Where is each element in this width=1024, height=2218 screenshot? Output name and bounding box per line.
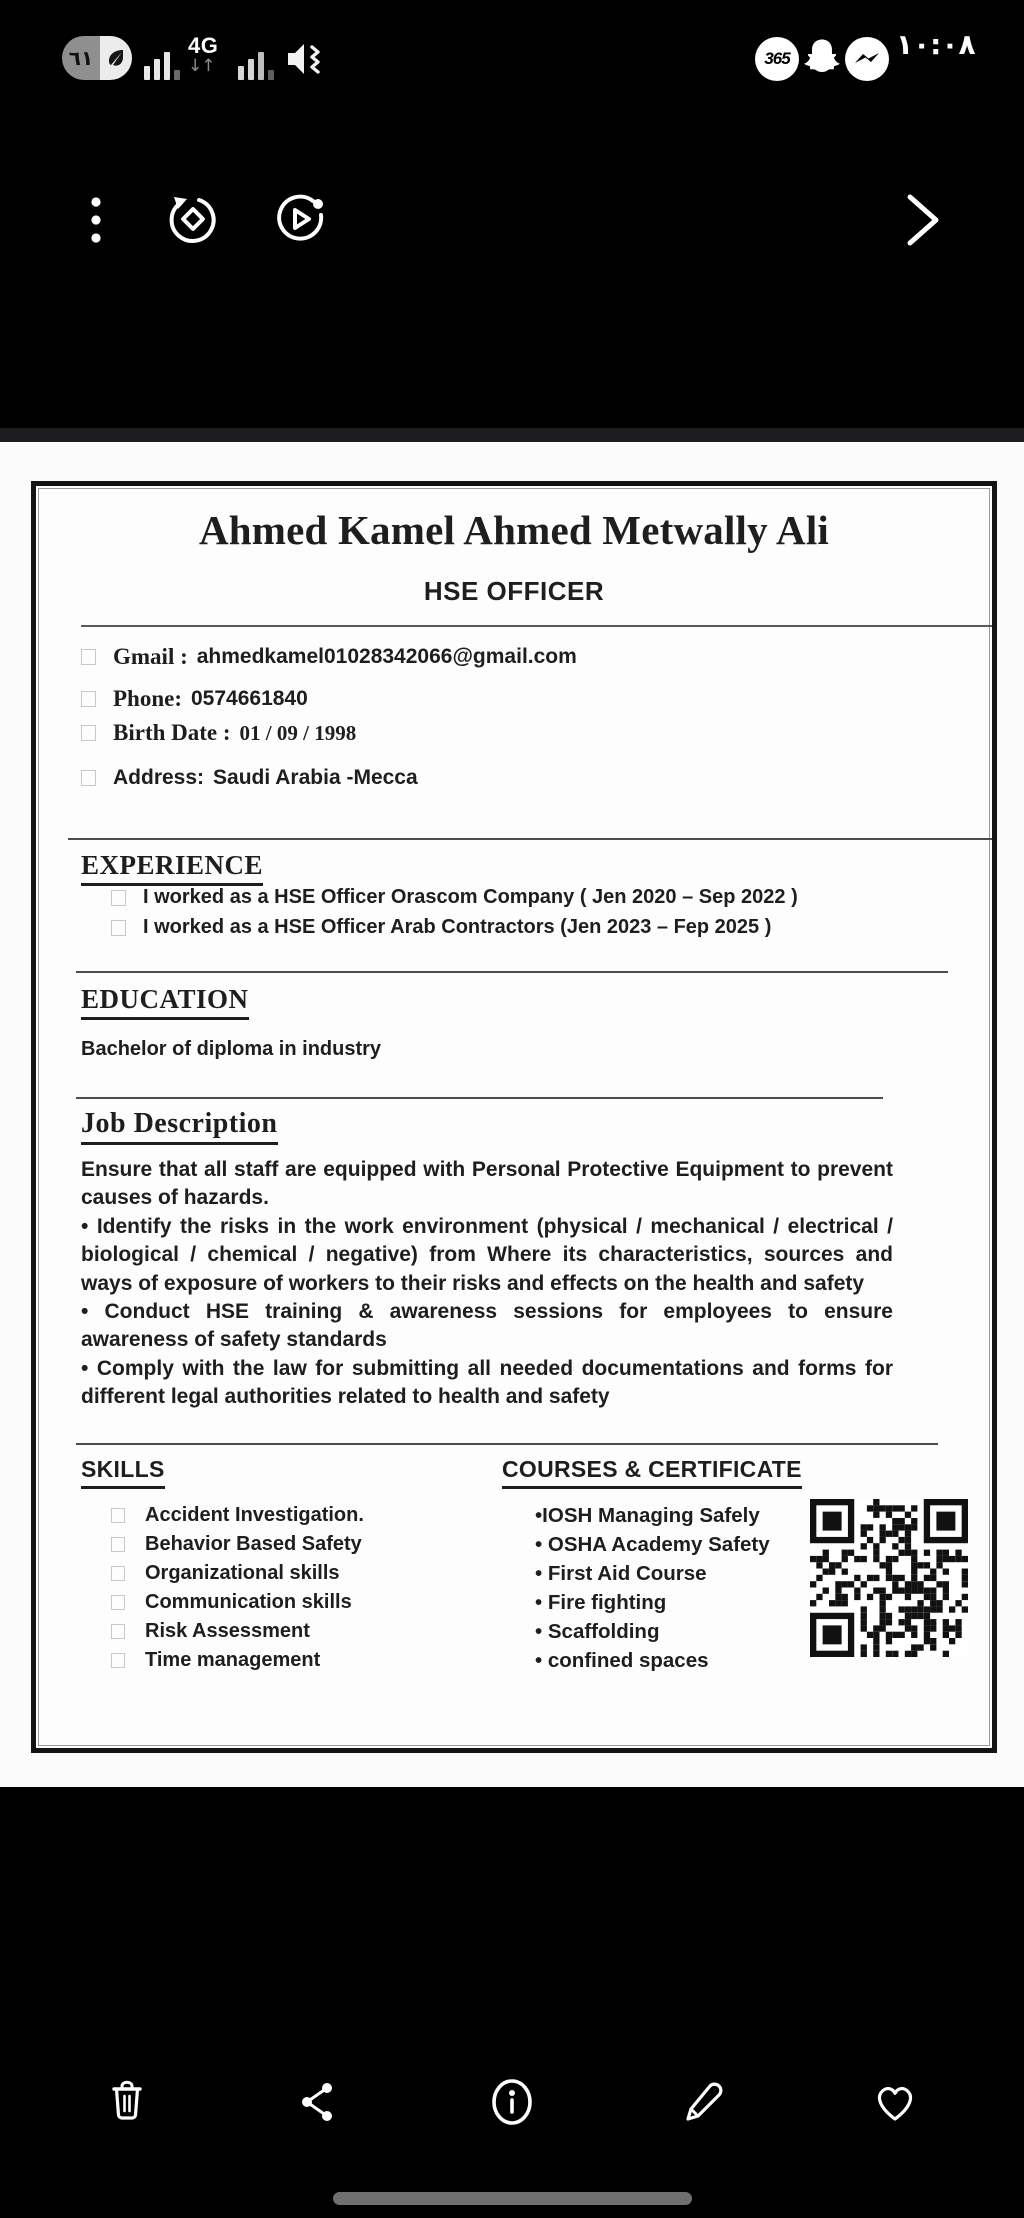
skill-item: Organizational skills xyxy=(111,1562,340,1585)
pencil-icon[interactable] xyxy=(679,2078,727,2126)
skills-section-heading: SKILLS xyxy=(81,1456,165,1489)
job-description-paragraph: • Identify the risks in the work environment (physical / mechanical / electrical / biological / chemical / negative) from Where its characteristics, sources and ways of exposure of workers to their risks and effects on the health and safety xyxy=(81,1214,893,1295)
contact-row xyxy=(81,686,308,712)
home-indicator[interactable] xyxy=(333,2192,692,2205)
contact-label: Gmail : xyxy=(113,644,188,669)
divider xyxy=(76,1097,883,1099)
job-description-body xyxy=(81,1156,893,1412)
status-clock: ١٠:٠٨ xyxy=(896,28,976,61)
contact-label: Phone: xyxy=(113,686,182,711)
page-top-divider xyxy=(0,428,1024,442)
contact-label: Address: xyxy=(113,766,205,789)
mute-vibrate-icon xyxy=(282,38,328,80)
course-item: • confined spaces xyxy=(535,1649,709,1672)
contact-value: ahmedkamel01028342066@gmail.com xyxy=(196,645,577,668)
signal-bars-icon xyxy=(238,40,274,80)
divider xyxy=(76,1443,938,1445)
battery-indicator xyxy=(62,36,132,80)
divider xyxy=(68,838,992,840)
kebab-menu-icon[interactable] xyxy=(82,195,110,245)
battery-saver-half xyxy=(100,36,132,80)
bullet-square-icon xyxy=(111,1595,125,1610)
bullet-square-icon xyxy=(111,1508,125,1523)
course-item: •IOSH Managing Safely xyxy=(535,1504,760,1527)
rotate-play-icon[interactable] xyxy=(272,191,328,247)
bullet-square-icon xyxy=(81,649,96,665)
battery-percent: ٦١ xyxy=(62,36,100,80)
courses-section-heading: COURSES & CERTIFICATE xyxy=(502,1456,802,1489)
job-description-paragraph: • Conduct HSE training & awareness sessions for employees to ensure awareness of safety standards xyxy=(81,1300,893,1352)
bullet-square-icon xyxy=(111,1624,125,1639)
data-arrows-icon: ↓↑ xyxy=(188,56,215,76)
contact-value: Saudi Arabia -Mecca xyxy=(213,766,418,789)
bullet-square-icon xyxy=(81,725,96,741)
rotate-diamond-icon[interactable] xyxy=(165,191,221,247)
status-bar xyxy=(0,0,1024,100)
skill-item: Behavior Based Safety xyxy=(111,1533,362,1556)
bullet-square-icon xyxy=(111,1653,125,1668)
bullet-square-icon xyxy=(81,691,96,707)
contact-value: 0574661840 xyxy=(191,687,308,710)
experience-item: I worked as a HSE Officer Arab Contractors (Jen 2023 – Fep 2025 ) xyxy=(111,916,771,939)
job-description-heading: Job Description xyxy=(81,1108,278,1145)
signal-bars-icon xyxy=(144,40,180,80)
education-degree: Bachelor of diploma in industry xyxy=(81,1038,382,1060)
contact-row xyxy=(81,644,577,670)
leaf-icon xyxy=(104,46,128,70)
share-icon[interactable] xyxy=(294,2078,342,2126)
heart-icon[interactable] xyxy=(871,2078,919,2126)
messenger-icon xyxy=(845,37,889,81)
experience-item: I worked as a HSE Officer Orascom Company ( Jen 2020 – Sep 2022 ) xyxy=(111,886,798,909)
skill-item: Communication skills xyxy=(111,1591,352,1614)
job-description-paragraph: Ensure that all staff are equipped with Personal Protective Equipment to prevent causes of hazards. xyxy=(81,1158,893,1210)
office-365-badge: 365 xyxy=(755,37,799,81)
snapchat-icon xyxy=(799,35,845,83)
skill-item: Time management xyxy=(111,1649,320,1672)
bullet-square-icon xyxy=(111,1537,125,1552)
education-section-heading: EDUCATION xyxy=(81,984,249,1020)
bullet-square-icon xyxy=(111,890,126,906)
contact-label: Birth Date : xyxy=(113,720,231,745)
resume-job-title: HSE OFFICER xyxy=(423,576,605,606)
contact-row xyxy=(81,766,418,790)
contact-row xyxy=(81,720,356,746)
contact-value: 01 / 09 / 1998 xyxy=(239,720,357,745)
course-item: • OSHA Academy Safety xyxy=(535,1533,770,1556)
bullet-square-icon xyxy=(81,770,96,786)
bullet-square-icon xyxy=(111,920,126,936)
course-item: • Fire fighting xyxy=(535,1591,667,1614)
resume-border-box xyxy=(31,481,997,1753)
skill-item: Risk Assessment xyxy=(111,1620,310,1643)
qr-code-image xyxy=(810,1499,968,1657)
document-page xyxy=(0,442,1024,1787)
divider xyxy=(76,971,948,973)
experience-section-heading: EXPERIENCE xyxy=(81,850,263,886)
skill-item: Accident Investigation. xyxy=(111,1504,364,1527)
divider xyxy=(81,625,992,627)
network-type-label: 4G xyxy=(188,33,219,58)
course-item: • Scaffolding xyxy=(535,1620,660,1643)
info-icon[interactable] xyxy=(487,2075,537,2129)
resume-name: Ahmed Kamel Ahmed Metwally Ali xyxy=(198,507,830,553)
bullet-square-icon xyxy=(111,1566,125,1581)
trash-icon[interactable] xyxy=(103,2078,151,2126)
job-description-paragraph: • Comply with the law for submitting all needed documentations and forms for different legal authorities related to health and safety xyxy=(81,1356,893,1409)
course-item: • First Aid Course xyxy=(535,1562,707,1585)
chevron-right-icon[interactable] xyxy=(898,190,946,250)
